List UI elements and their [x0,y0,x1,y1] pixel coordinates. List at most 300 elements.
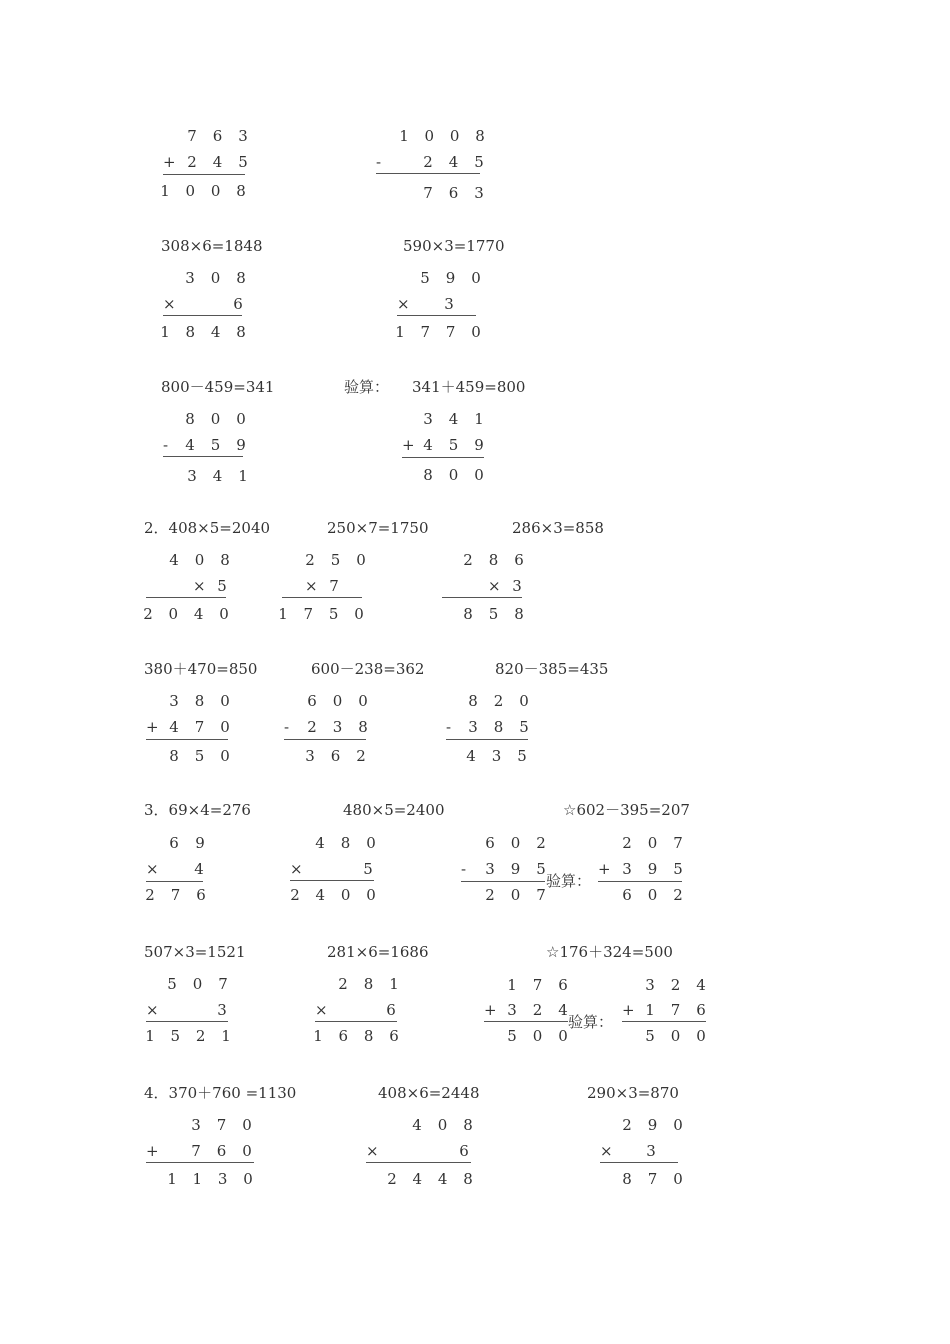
digit: 7 [647,1170,658,1188]
digit: 4 [448,153,459,171]
digit: 8 [475,127,485,145]
equation: 250×7=1750 [327,519,429,537]
operator: + [484,1001,497,1019]
vertical-row [466,692,531,710]
equation: 480×5=2400 [343,801,445,819]
digit: 5 [238,153,248,171]
equation: 341＋459=800 [412,378,526,396]
digit: 2 [195,1027,206,1045]
digit: 1 [645,1001,655,1019]
vertical-row [483,886,548,904]
vertical-row [167,692,232,710]
digit: 5 [420,269,430,287]
vertical-row [483,860,548,878]
question-number: 3． [144,801,169,819]
operator: × [146,1001,159,1019]
digit: 5 [170,1027,181,1045]
vertical-row [288,886,378,904]
digit: 2 [485,886,495,904]
equation: ☆602－395=207 [563,801,690,819]
digit: 2 [532,1001,543,1019]
divider-line [315,1021,397,1022]
digit: 8 [169,747,179,765]
digit: 2 [622,1116,632,1134]
digit: 4 [194,860,204,878]
digit: 6 [216,1142,227,1160]
vertical-row [185,467,250,485]
digit: 4 [315,834,325,852]
digit: 3 [217,1170,228,1188]
digit: 3 [645,976,655,994]
digit: 9 [474,436,484,454]
digit: 6 [448,184,459,202]
digit: 8 [340,834,351,852]
digit: 7 [420,323,431,341]
question-number: 2． [144,519,169,537]
vertical-row [421,436,486,454]
operator: + [598,860,611,878]
digit: 2 [493,692,504,710]
digit: 4 [412,1170,423,1188]
digit: 2 [387,1170,397,1188]
digit: 4 [412,1116,422,1134]
digit: 0 [366,834,376,852]
digit: 5 [507,1027,517,1045]
digit: 3 [646,1142,656,1160]
digit: 0 [220,718,230,736]
digit: 3 [187,467,197,485]
digit: 0 [356,551,366,569]
divider-line [146,1162,254,1163]
operator: + [146,1142,159,1160]
vertical-row [461,551,526,569]
digit: 2 [187,153,197,171]
equation-text: 408×5=2040 [168,519,271,537]
digit: 8 [185,410,195,428]
digit: 5 [488,605,499,623]
vertical-row [421,466,486,484]
digit: 2 [463,551,473,569]
digit: 1 [399,127,409,145]
vertical-row [644,1142,658,1160]
digit: 2 [536,834,546,852]
divider-line [282,597,362,598]
digit: 0 [242,1116,252,1134]
digit: 8 [220,551,230,569]
vertical-row [442,295,456,313]
digit: 7 [170,886,181,904]
vertical-row [421,153,486,171]
digit: 1 [395,323,405,341]
operator: × [290,860,303,878]
vertical-row [167,747,232,765]
vertical-row [305,692,370,710]
digit: 8 [363,975,374,993]
digit: 1 [278,605,288,623]
check-label: 验算： [344,378,390,396]
digit: 2 [145,886,155,904]
digit: 2 [305,551,315,569]
digit: 4 [448,410,459,428]
equation: 290×3=870 [587,1084,679,1102]
digit: 5 [645,1027,655,1045]
divider-line [442,597,522,598]
vertical-row [303,747,368,765]
digit: 0 [366,886,376,904]
digit: 2 [143,605,153,623]
digit: 8 [488,551,499,569]
digit: 1 [145,1027,155,1045]
digit: 0 [340,886,351,904]
digit: 1 [167,1170,177,1188]
digit: 7 [536,886,546,904]
vertical-row [189,1116,254,1134]
vertical-row [464,747,529,765]
vertical-row [505,1001,570,1019]
digit: 3 [622,860,632,878]
digit: 4 [212,153,223,171]
equation: 507×3=1521 [144,943,246,961]
digit: 4 [169,551,179,569]
digit: 0 [236,410,246,428]
divider-line [146,881,203,882]
divider-line [284,739,366,740]
digit: 8 [236,182,246,200]
digit: 0 [243,1170,253,1188]
operator: × [488,577,501,595]
digit: 7 [303,605,314,623]
digit: 0 [210,410,221,428]
digit: 0 [510,886,521,904]
digit: 9 [510,860,521,878]
vertical-row [165,1170,255,1188]
digit: 9 [445,269,456,287]
digit: 3 [491,747,502,765]
digit: 6 [459,1142,469,1160]
vertical-row [143,1027,233,1045]
digit: 5 [167,975,177,993]
equation [144,1084,296,1102]
digit: 2 [622,834,632,852]
digit: 5 [210,436,221,454]
vertical-row [620,1116,685,1134]
operator: + [146,718,159,736]
divider-line [366,1162,471,1163]
equation: ☆176＋324=500 [546,943,673,961]
divider-line [146,739,228,740]
operator: - [446,718,452,736]
digit: 9 [236,436,246,454]
vertical-row [189,1142,254,1160]
digit: 8 [468,692,478,710]
digit: 1 [238,467,248,485]
digit: 5 [194,747,205,765]
digit: 7 [670,1001,681,1019]
digit: 7 [532,976,543,994]
digit: 8 [423,466,433,484]
digit: 8 [363,1027,374,1045]
vertical-row [215,577,229,595]
digit: 0 [354,605,364,623]
digit: 6 [386,1001,396,1019]
equation: 286×3=858 [512,519,604,537]
digit: 5 [673,860,683,878]
digit: 7 [445,323,456,341]
digit: 8 [463,1116,473,1134]
divider-line [484,1021,568,1022]
digit: 0 [220,692,230,710]
digit: 3 [169,692,179,710]
digit: 3 [238,127,248,145]
divider-line [163,315,242,316]
vertical-row [141,605,231,623]
digit: 1 [507,976,517,994]
digit: 6 [212,127,223,145]
digit: 8 [236,323,246,341]
divider-line [146,597,226,598]
digit: 8 [514,605,524,623]
digit: 0 [471,323,481,341]
digit: 0 [510,834,521,852]
digit: 0 [185,182,196,200]
digit: 2 [423,153,433,171]
vertical-row [466,718,531,736]
check-label: 验算： [546,872,592,890]
vertical-row [313,834,378,852]
digit: 0 [532,1027,543,1045]
operator: - [376,153,382,171]
vertical-row [421,410,486,428]
equation [144,519,270,537]
operator: × [146,860,159,878]
digit: 3 [512,577,522,595]
digit: 3 [474,184,484,202]
digit: 6 [338,1027,349,1045]
vertical-row [158,323,248,341]
digit: 9 [647,1116,658,1134]
digit: 6 [307,692,317,710]
digit: 6 [622,886,632,904]
vertical-row [183,436,248,454]
digit: 0 [673,1116,683,1134]
equation: 800－459=341 [161,378,275,396]
digit: 0 [519,692,529,710]
operator: - [284,718,290,736]
divider-line [163,174,245,175]
digit: 6 [514,551,524,569]
digit: 4 [193,605,204,623]
digit: 6 [485,834,495,852]
digit: 0 [647,834,658,852]
divider-line [600,1162,678,1163]
equation: 590×3=1770 [403,237,505,255]
operator: × [163,295,176,313]
digit: 0 [437,1116,448,1134]
vertical-row [192,860,206,878]
equation [144,801,251,819]
divider-line [290,880,374,881]
digit: 1 [313,1027,323,1045]
vertical-row [505,1027,570,1045]
digit: 0 [210,182,221,200]
digit: 6 [196,886,206,904]
vertical-row [167,718,232,736]
digit: 8 [236,269,246,287]
digit: 3 [305,747,315,765]
equation: 281×6=1686 [327,943,429,961]
vertical-row [336,975,401,993]
digit: 0 [424,127,435,145]
digit: 8 [194,692,205,710]
digit: 3 [444,295,454,313]
operator: - [163,436,169,454]
digit: 0 [647,886,658,904]
digit: 1 [221,1027,231,1045]
vertical-row [303,551,368,569]
operator: × [193,577,206,595]
divider-line [622,1021,706,1022]
vertical-row [385,1170,475,1188]
digit: 0 [673,1170,683,1188]
digit: 5 [474,153,484,171]
vertical-row [620,1170,685,1188]
digit: 0 [168,605,179,623]
digit: 0 [220,747,230,765]
digit: 7 [329,577,339,595]
vertical-row [457,1142,471,1160]
digit: 3 [485,860,495,878]
digit: 1 [474,410,484,428]
divider-line [376,173,480,174]
divider-line [598,881,682,882]
digit: 3 [185,269,195,287]
vertical-row [421,184,486,202]
vertical-row [167,834,207,852]
operator: + [163,153,176,171]
digit: 2 [338,975,348,993]
vertical-row [215,1001,229,1019]
digit: 7 [423,184,433,202]
equation: 600－238=362 [311,660,425,678]
digit: 4 [466,747,476,765]
digit: 3 [423,410,433,428]
operator: × [397,295,410,313]
digit: 7 [216,1116,227,1134]
digit: 9 [647,860,658,878]
divider-line [397,315,476,316]
digit: 5 [519,718,529,736]
digit: 0 [696,1027,706,1045]
equation-text: 370＋760 =1130 [168,1084,297,1102]
operator: - [461,860,467,878]
equation-text: 69×4=276 [168,801,251,819]
digit: 0 [474,466,484,484]
vertical-row [461,605,526,623]
digit: 8 [622,1170,632,1188]
digit: 3 [332,718,343,736]
digit: 5 [217,577,227,595]
vertical-row [158,182,248,200]
digit: 0 [448,466,459,484]
digit: 2 [290,886,300,904]
digit: 8 [463,605,473,623]
digit: 7 [218,975,228,993]
digit: 0 [242,1142,252,1160]
digit: 2 [356,747,366,765]
equation: 820－385=435 [495,660,609,678]
operator: × [366,1142,379,1160]
equation: 308×6=1848 [161,237,263,255]
digit: 0 [471,269,481,287]
digit: 0 [358,692,368,710]
vertical-row [361,860,375,878]
digit: 2 [307,718,317,736]
digit: 5 [536,860,546,878]
digit: 2 [673,886,683,904]
vertical-row [183,269,248,287]
digit: 1 [160,323,170,341]
digit: 5 [328,605,339,623]
digit: 3 [191,1116,201,1134]
digit: 5 [517,747,527,765]
digit: 6 [233,295,243,313]
divider-line [461,881,545,882]
digit: 4 [696,976,706,994]
digit: 4 [315,886,326,904]
digit: 0 [192,975,203,993]
digit: 4 [185,436,195,454]
vertical-row [276,605,366,623]
operator: × [305,577,318,595]
vertical-row [418,269,483,287]
digit: 0 [558,1027,568,1045]
digit: 4 [423,436,433,454]
digit: 8 [185,323,196,341]
vertical-row [643,1001,708,1019]
digit: 3 [507,1001,517,1019]
vertical-row [620,834,685,852]
vertical-row [185,127,250,145]
vertical-row [165,975,230,993]
digit: 2 [670,976,681,994]
digit: 4 [210,323,221,341]
digit: 1 [389,975,399,993]
digit: 8 [358,718,368,736]
digit: 1 [192,1170,203,1188]
question-number: 4． [144,1084,169,1102]
digit: 7 [194,718,205,736]
digit: 6 [330,747,341,765]
digit: 4 [169,718,179,736]
vertical-row [643,976,708,994]
vertical-row [143,886,208,904]
digit: 8 [493,718,504,736]
digit: 0 [194,551,205,569]
digit: 1 [160,182,170,200]
digit: 7 [191,1142,201,1160]
digit: 6 [558,976,568,994]
vertical-row [483,834,548,852]
digit: 5 [330,551,341,569]
digit: 9 [195,834,205,852]
vertical-row [620,886,685,904]
digit: 0 [332,692,343,710]
vertical-row [305,718,370,736]
digit: 4 [558,1001,568,1019]
equation: 408×6=2448 [378,1084,480,1102]
digit: 6 [389,1027,399,1045]
divider-line [146,1021,228,1022]
